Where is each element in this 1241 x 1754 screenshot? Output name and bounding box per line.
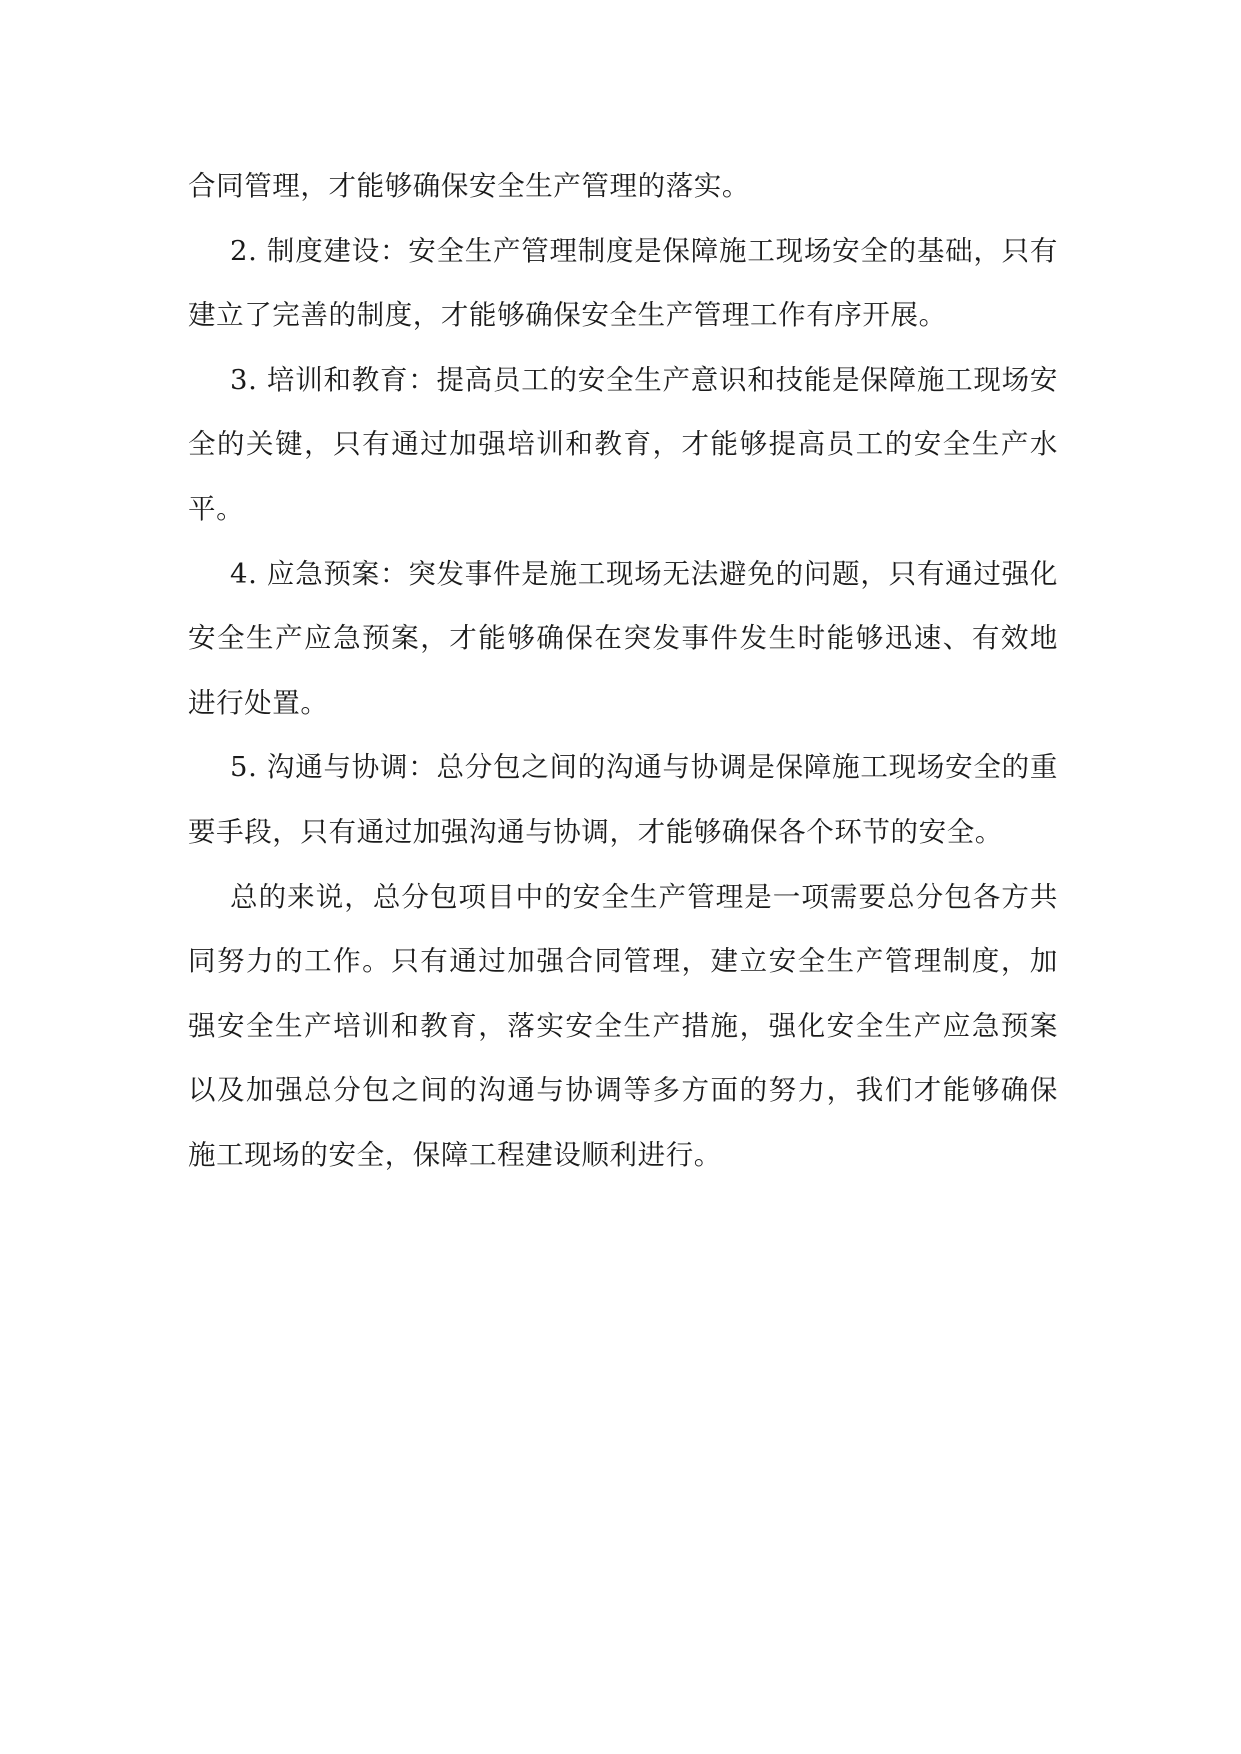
paragraph-conclusion: 总的来说，总分包项目中的安全生产管理是一项需要总分包各方共同努力的工作。只有通过加强合同管理，建立安全生产管理制度，加强安全生产培训和教育，落实安全生产措施，强化安全生产应急预案以及加强总分包之间的沟通与协调等多方面的努力，我们才能够确保施工现场的安全，保障工程建设顺利进行。: [188, 880, 1058, 1171]
paragraph-system-construction: 2. 制度建设：安全生产管理制度是保障施工现场安全的基础，只有建立了完善的制度，才能够确保安全生产管理工作有序开展。: [188, 234, 1058, 332]
document-body: [188, 154, 1058, 1188]
paragraph-emergency-plan: 4. 应急预案：突发事件是施工现场无法避免的问题，只有通过强化安全生产应急预案，才能够确保在突发事件发生时能够迅速、有效地进行处置。: [188, 557, 1058, 719]
paragraph-continuation: 合同管理，才能够确保安全生产管理的落实。: [188, 170, 750, 202]
paragraph-communication-coordination: 5. 沟通与协调：总分包之间的沟通与协调是保障施工现场安全的重要手段，只有通过加强沟通与协调，才能够确保各个环节的安全。: [188, 751, 1058, 848]
paragraph-training-education: 3. 培训和教育：提高员工的安全生产意识和技能是保障施工现场安全的关键，只有通过加强培训和教育，才能够提高员工的安全生产水平。: [188, 363, 1058, 525]
